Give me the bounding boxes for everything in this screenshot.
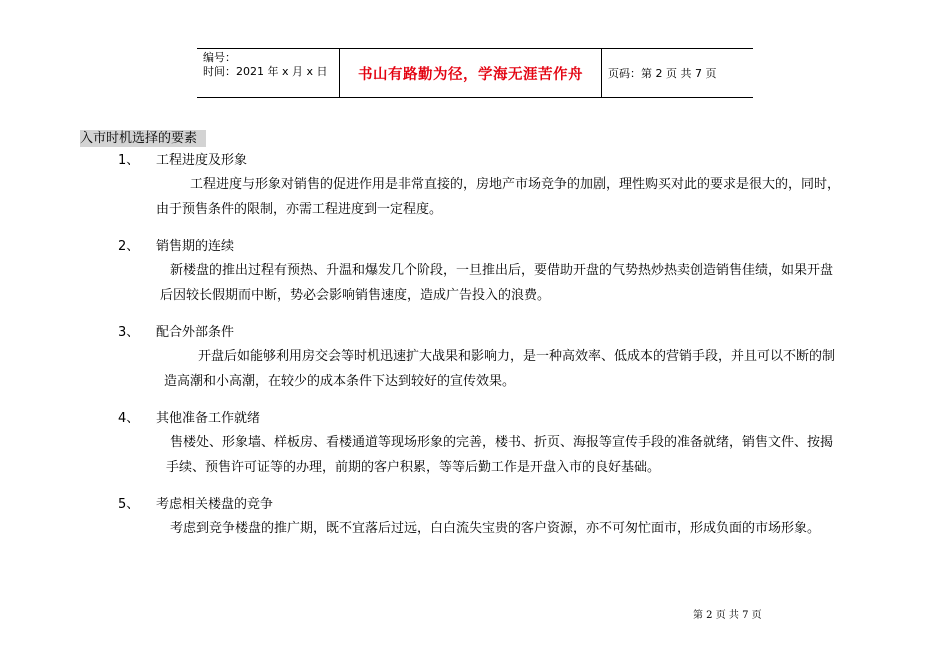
item-body-line: 售楼处、形象墙、样板房、看楼通道等现场形象的完善，楼书、折页、海报等宣传手段的准备就绪，销售文件、按揭 <box>170 435 834 450</box>
item-body-line: 开盘后如能够利用房交会等时机迅速扩大战果和影响力，是一种高效率、低成本的营销手段，并且可以不断的制 <box>198 349 836 364</box>
item-title: 配合外部条件 <box>156 325 235 340</box>
item-body-line: 工程进度与形象对销售的促进作用是非常直接的，房地产市场竞争的加剧，理性购买对此的要求是很大的，同时， <box>190 177 841 192</box>
item-title: 其他准备工作就绪 <box>156 411 261 426</box>
item-number: 1、 <box>118 153 140 168</box>
item-body-line: 考虑到竞争楼盘的推广期，既不宜落后过远，白白流失宝贵的客户资源，亦不可匆忙面市，形成负面的市场形象。 <box>170 521 821 536</box>
item-number: 5、 <box>118 497 140 512</box>
header-motto-cell <box>340 49 602 97</box>
section-title: 入市时机选择的要素 <box>80 130 206 147</box>
time-label: 时间：2021 年 x 月 x 日 <box>203 65 328 78</box>
page-header <box>197 48 753 98</box>
item-title: 销售期的连续 <box>156 239 235 254</box>
page-footer: 第 2 页 共 7 页 <box>693 610 762 621</box>
number-label: 编号： <box>203 51 236 64</box>
item-number: 4、 <box>118 411 140 426</box>
item-number: 2、 <box>118 239 140 254</box>
item-title: 考虑相关楼盘的竞争 <box>156 497 274 512</box>
item-body-line: 后因较长假期而中断，势必会影响销售速度，造成广告投入的浪费。 <box>160 288 551 303</box>
item-body-line: 新楼盘的推出过程有预热、升温和爆发几个阶段，一旦推出后，要借助开盘的气势热炒热卖创造销售佳绩，如果开盘 <box>170 263 834 278</box>
item-body-line: 手续、预售许可证等的办理，前期的客户积累，等等后勤工作是开盘入市的良好基础。 <box>166 460 661 475</box>
item-number: 3、 <box>118 325 140 340</box>
motto-text: 书山有路勤为径，学海无涯苦作舟 <box>358 65 583 83</box>
item-body-line: 由于预售条件的限制，亦需工程进度到一定程度。 <box>156 202 443 217</box>
item-title: 工程进度及形象 <box>156 153 248 168</box>
item-body-line: 造高潮和小高潮，在较少的成本条件下达到较好的宣传效果。 <box>164 374 516 389</box>
page-label: 页码：第 2 页 共 7 页 <box>608 67 717 80</box>
header-meta <box>197 49 340 97</box>
header-page-cell <box>602 49 753 97</box>
